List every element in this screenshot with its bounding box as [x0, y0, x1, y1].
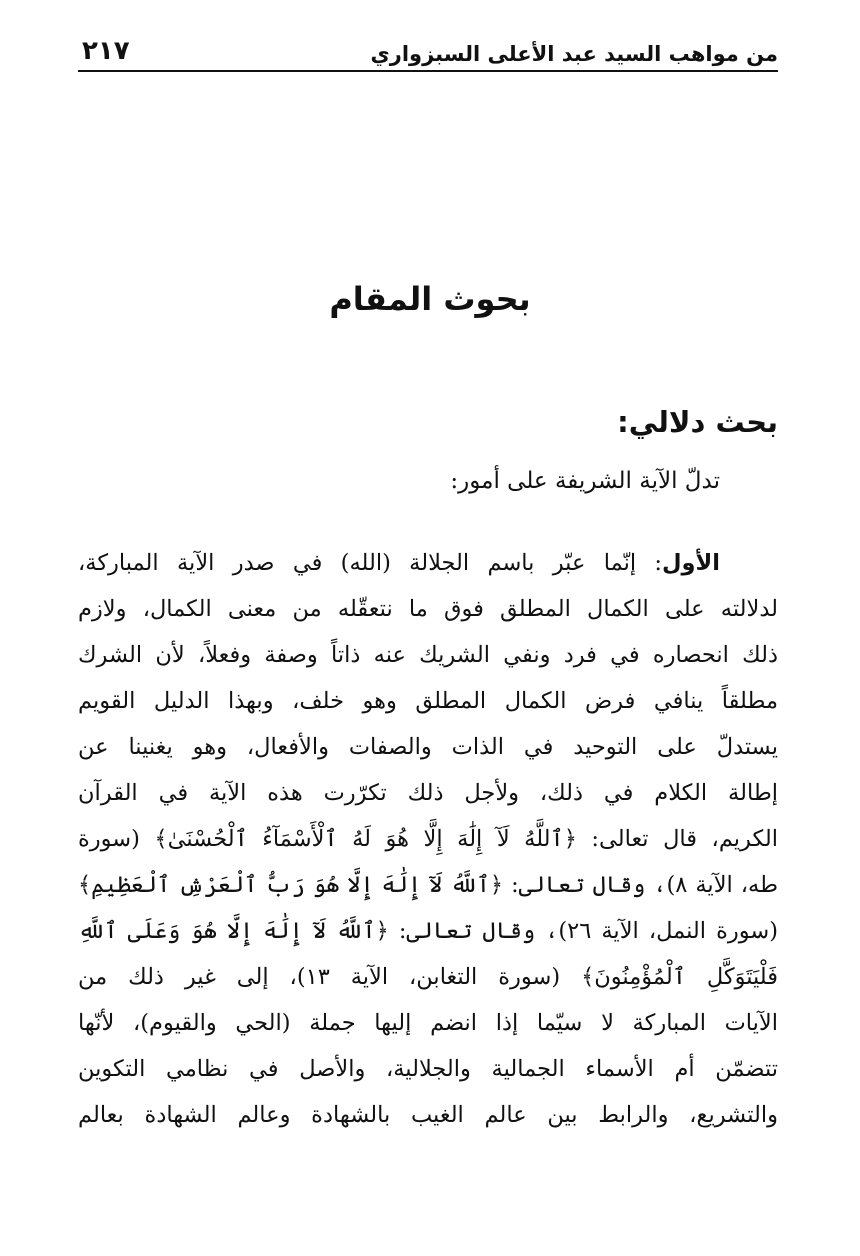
- running-header: [78, 30, 778, 72]
- body-line: الكريم، قال تعالى: ﴿ٱللَّهُ لَآ إِلَٰهَ إِلَّا هُوَ لَهُ ٱلْأَسْمَآءُ ٱلْحُسْنَىٰ﴾ (سورة: [78, 826, 778, 852]
- body-line: [78, 540, 778, 586]
- intro-paragraph: تدلّ الآية الشريفة على أمور:: [450, 468, 720, 494]
- body-line: الآيات المباركة لا سيّما إذا انضم إليها جملة (الحي والقيوم)، لأنّها: [78, 1010, 778, 1036]
- body-line: يستدلّ على التوحيد في الذات والصفات والأفعال، وهو يغنينا عن: [78, 734, 778, 760]
- section-title: بحوث المقام: [329, 280, 531, 318]
- subsection-title: بحث دلالي:: [617, 405, 778, 439]
- body-line: تتضمّن أم الأسماء الجمالية والجلالية، والأصل في نظامي التكوين: [78, 1056, 778, 1082]
- body-line: إطالة الكلام في ذلك، ولأجل ذلك تكرّرت هذه الآية في القرآن: [78, 780, 778, 806]
- page-number: ٢١٧: [82, 36, 130, 66]
- body-line: لدلالته على الكمال المطلق فوق ما نتعقّله من معنى الكمال، ولازم: [78, 596, 778, 622]
- body-line: (سورة النمل، الآية ٢٦)، وقال تعالى: ﴿ٱللَّهُ لَآ إِلَٰهَ إِلَّا هُوَ وَعَلَى ٱللَّهِ: [78, 918, 778, 944]
- paragraph-lead: الأول: [662, 550, 720, 576]
- body-paragraph: [78, 540, 778, 1138]
- body-line: طه، الآية ٨)، وقال تعالى: ﴿ٱللَّهُ لَآ إِلَٰهَ إِلَّا هُوَ رَبُّ ٱلْعَرْشِ ٱلْعَظِيمِ﴾: [78, 872, 778, 898]
- body-line: ذلك انحصاره في فرد ونفي الشريك عنه ذاتاً وصفة وفعلاً، لأن الشرك: [78, 642, 778, 668]
- body-line: فَلْيَتَوَكَّلِ ٱلْمُؤْمِنُونَ﴾ (سورة التغابن، الآية ١٣)، إلى غير ذلك من: [78, 964, 778, 990]
- body-line: مطلقاً ينافي فرض الكمال المطلق وهو خلف، وبهذا الدليل القويم: [78, 688, 778, 714]
- body-line: والتشريع، والرابط بين عالم الغيب بالشهادة وعالم الشهادة بعالم: [78, 1102, 778, 1128]
- header-title: من مواهب السيد عبد الأعلى السبزواري: [370, 42, 778, 66]
- body-line-text: : إنّما عبّر باسم الجلالة (الله) في صدر الآية المباركة،: [78, 550, 663, 576]
